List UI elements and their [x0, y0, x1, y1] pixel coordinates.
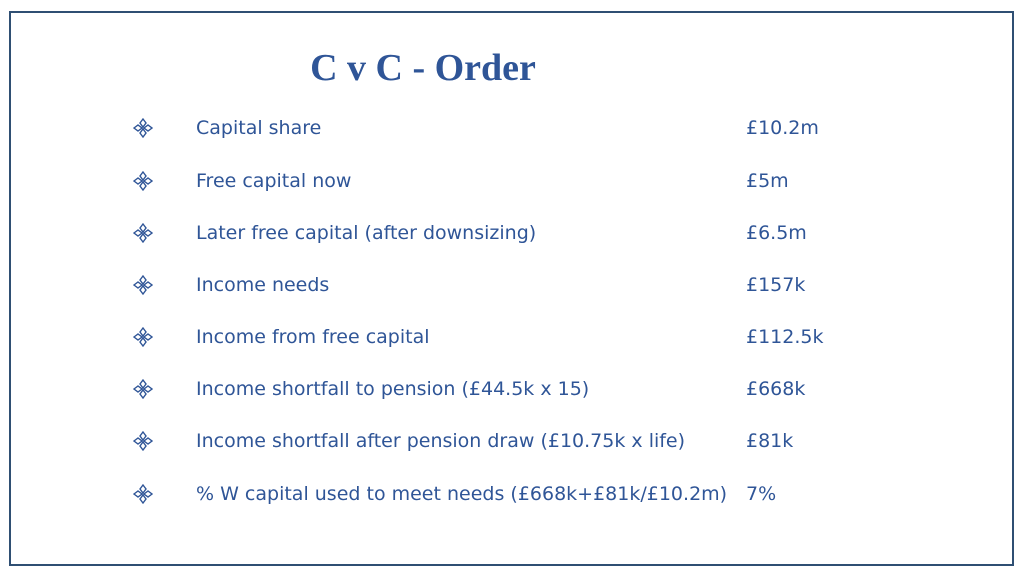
- slide-title: C v C - Order: [310, 47, 536, 89]
- item-label-income-shortfall-after-pension: Income shortfall after pension draw (£10.75k x life): [196, 430, 686, 452]
- item-label-income-shortfall-to-pension: Income shortfall to pension (£44.5k x 15): [196, 378, 590, 400]
- list-item: [0, 427, 1024, 457]
- list-item: [0, 114, 1024, 144]
- list-item: [0, 323, 1024, 353]
- item-value-free-capital-now: £5m: [746, 170, 789, 192]
- item-value-capital-share: £10.2m: [746, 117, 819, 139]
- list-item: [0, 271, 1024, 301]
- list-item: [0, 375, 1024, 405]
- item-label-capital-share: Capital share: [196, 117, 322, 139]
- item-label-later-free-capital: Later free capital (after downsizing): [196, 222, 537, 244]
- item-value-income-shortfall-after-pension: £81k: [746, 430, 794, 452]
- list-item: [0, 219, 1024, 249]
- item-value-later-free-capital: £6.5m: [746, 222, 807, 244]
- list-item: [0, 480, 1024, 510]
- four-diamond-bullet-icon: [133, 223, 153, 243]
- four-diamond-bullet-icon: [133, 431, 153, 451]
- item-value-income-shortfall-to-pension: £668k: [746, 378, 806, 400]
- four-diamond-bullet-icon: [133, 484, 153, 504]
- list-item: [0, 167, 1024, 197]
- item-label-w-capital-used: % W capital used to meet needs (£668k+£81k/£10.2m): [196, 483, 728, 505]
- item-value-income-needs: £157k: [746, 274, 806, 296]
- four-diamond-bullet-icon: [133, 171, 153, 191]
- item-value-w-capital-used: 7%: [746, 483, 777, 505]
- item-label-income-from-free-capital: Income from free capital: [196, 326, 430, 348]
- item-label-income-needs: Income needs: [196, 274, 330, 296]
- four-diamond-bullet-icon: [133, 379, 153, 399]
- four-diamond-bullet-icon: [133, 275, 153, 295]
- item-label-free-capital-now: Free capital now: [196, 170, 352, 192]
- four-diamond-bullet-icon: [133, 118, 153, 138]
- four-diamond-bullet-icon: [133, 327, 153, 347]
- item-value-income-from-free-capital: £112.5k: [746, 326, 824, 348]
